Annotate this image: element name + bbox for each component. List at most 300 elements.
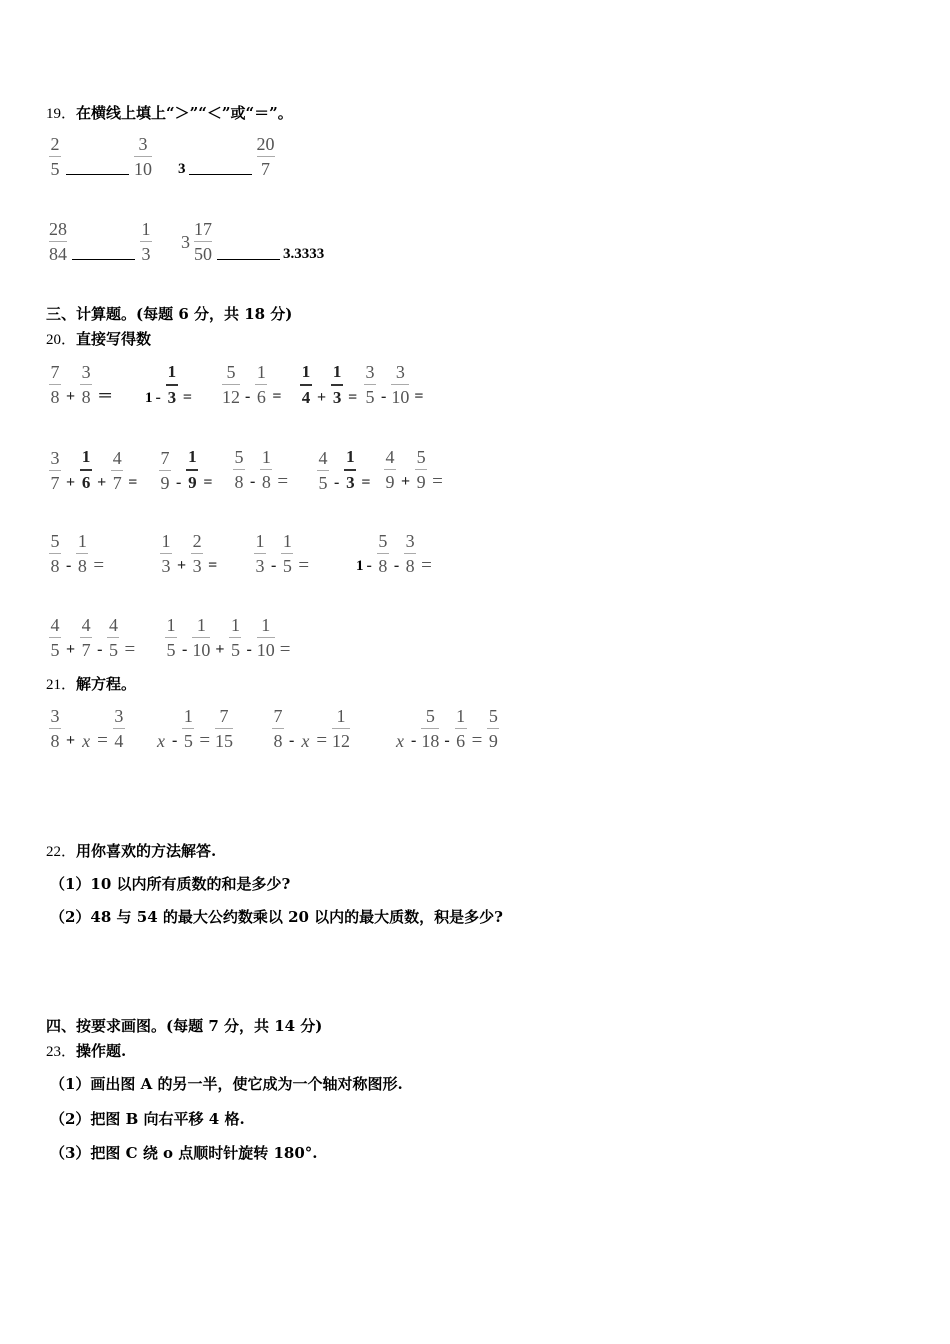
- equals-sign: =: [298, 555, 310, 576]
- equals-sign: =: [471, 730, 483, 751]
- numerator: 1: [336, 706, 346, 726]
- operator: -: [393, 557, 400, 574]
- operator: -: [182, 641, 188, 658]
- variable: x: [396, 731, 404, 751]
- denominator: 5: [282, 556, 292, 576]
- equation: [47, 706, 127, 751]
- number: 3.3333: [283, 246, 325, 262]
- comparison-expression: [47, 219, 154, 264]
- denominator: 3: [255, 556, 265, 576]
- numerator: 4: [108, 615, 118, 635]
- numerator: 1: [188, 447, 197, 466]
- fraction: [281, 531, 293, 576]
- numerator: 5: [226, 362, 236, 382]
- fraction: [76, 531, 88, 576]
- fraction: [415, 447, 427, 492]
- denominator: 3: [346, 473, 355, 492]
- denominator: 8: [50, 731, 60, 751]
- fraction: [49, 706, 61, 751]
- calc-expression: [382, 447, 446, 492]
- equals-sign: =: [279, 639, 291, 660]
- number: 1: [356, 558, 364, 574]
- fraction: [49, 531, 61, 576]
- operator: =: [208, 557, 218, 574]
- question-title: 操作题.: [76, 1042, 127, 1060]
- fraction-bar: [415, 469, 427, 470]
- calc-expression: [231, 447, 291, 492]
- answer-blank[interactable]: [189, 174, 252, 175]
- fraction-bar: [257, 637, 275, 638]
- fraction-bar: [76, 553, 88, 554]
- operator: -: [381, 388, 387, 405]
- fraction: [222, 362, 240, 407]
- calc-expression: [47, 531, 107, 576]
- operator: -: [334, 474, 340, 491]
- fraction-bar: [49, 637, 61, 638]
- fraction-bar: [272, 728, 284, 729]
- numerator: 3: [81, 362, 91, 382]
- numerator: 7: [219, 706, 229, 726]
- variable: x: [82, 731, 91, 751]
- fraction-bar: [364, 384, 376, 385]
- fraction-bar: [140, 241, 152, 242]
- operator: =: [272, 388, 282, 405]
- fraction-bar: [113, 728, 125, 729]
- operator: -: [411, 732, 417, 749]
- numerator: 3: [114, 706, 124, 726]
- numerator: 1: [301, 362, 311, 381]
- numerator: 3: [405, 531, 415, 551]
- equals-sign: =: [199, 730, 211, 751]
- calc-expression: [315, 447, 373, 493]
- question-number: 21．: [46, 677, 77, 693]
- numerator: 5: [416, 447, 426, 467]
- calc-expression: [252, 531, 312, 576]
- numerator: 4: [112, 448, 122, 468]
- number: 1: [145, 390, 153, 406]
- fraction: [421, 706, 439, 751]
- denominator: 5: [318, 473, 328, 493]
- numerator: 4: [385, 447, 395, 467]
- fraction: [165, 615, 177, 660]
- denominator: 7: [261, 159, 270, 179]
- denominator: 10: [134, 159, 152, 179]
- question-23-part-2: （2）把图 B 向右平移 4 格.: [50, 1110, 245, 1128]
- denominator: 8: [81, 387, 91, 407]
- denominator: 50: [194, 244, 212, 264]
- operator: +: [97, 474, 107, 491]
- question-22-part-2: （2）48 与 54 的最大公约数乘以 20 以内的最大质数，积是多少?: [50, 908, 503, 926]
- question-19-heading: [46, 102, 293, 123]
- fraction-bar: [160, 553, 172, 554]
- question-22-heading: [46, 840, 216, 861]
- fraction: [384, 447, 396, 492]
- fraction: [160, 531, 172, 576]
- numerator: 7: [273, 706, 283, 726]
- fraction: [272, 706, 284, 751]
- fraction: [49, 448, 61, 493]
- fraction: [254, 531, 266, 576]
- question-21-heading: [46, 673, 136, 694]
- fraction: [260, 447, 272, 492]
- question-number: 19．: [46, 106, 77, 122]
- fraction-bar: [404, 553, 416, 554]
- denominator: 6: [256, 387, 266, 407]
- comparison-expression: [47, 134, 154, 179]
- operator: +: [66, 388, 76, 405]
- fraction-bar: [317, 470, 329, 471]
- question-22-part-1: （1）10 以内所有质数的和是多少?: [50, 875, 291, 893]
- operator: +: [66, 641, 76, 658]
- fraction-bar: [186, 469, 198, 471]
- comparison-expression: [181, 219, 324, 264]
- denominator: 5: [50, 640, 60, 660]
- denominator: 5: [230, 640, 240, 660]
- fraction: [487, 706, 499, 751]
- numerator: 1: [332, 362, 342, 381]
- equals-sign: =: [432, 471, 443, 492]
- denominator: 6: [81, 473, 91, 492]
- numerator: 1: [141, 219, 151, 239]
- denominator: 8: [77, 556, 87, 576]
- fraction-bar: [191, 553, 203, 554]
- question-number: 23．: [46, 1044, 77, 1060]
- fraction-bar: [80, 384, 92, 385]
- fraction-bar: [377, 553, 389, 554]
- denominator: 9: [416, 472, 426, 492]
- numerator: 1: [81, 447, 91, 466]
- operator: -: [250, 473, 256, 490]
- denominator: 4: [301, 388, 311, 407]
- fraction-bar: [257, 156, 275, 157]
- fraction: [317, 448, 329, 493]
- section-3-heading: 三、计算题。(每题 6 分，共 18 分): [46, 305, 293, 323]
- fraction-bar: [255, 384, 267, 385]
- fraction-bar: [49, 553, 61, 554]
- operator: =: [128, 474, 138, 491]
- denominator: 6: [456, 731, 466, 751]
- fraction-bar: [384, 469, 396, 470]
- answer-blank[interactable]: [217, 259, 280, 260]
- denominator: 10: [391, 387, 410, 407]
- operator: -: [97, 641, 103, 658]
- denominator: 7: [81, 640, 91, 660]
- fraction-bar: [260, 469, 272, 470]
- numerator: 5: [50, 531, 60, 551]
- denominator: 15: [215, 731, 234, 751]
- numerator: 5: [488, 706, 498, 726]
- question-20-heading: [46, 328, 151, 349]
- equals-sign: =: [316, 730, 328, 751]
- denominator: 10: [192, 640, 211, 660]
- fraction-bar: [391, 384, 409, 385]
- mixed-whole-part: 3: [181, 231, 190, 252]
- question-number: 20．: [46, 332, 77, 348]
- fraction: [391, 362, 409, 407]
- operator: =: [203, 474, 213, 491]
- denominator: 3: [141, 244, 151, 264]
- numerator: 2: [192, 531, 202, 551]
- fraction-bar: [49, 384, 61, 385]
- fraction: [80, 615, 92, 660]
- denominator: 3: [192, 556, 202, 576]
- operator: =: [361, 474, 371, 491]
- numerator: 1: [196, 615, 206, 635]
- fraction-bar: [166, 384, 178, 386]
- fraction: [331, 362, 343, 408]
- calc-expression: [47, 615, 138, 660]
- calc-expression: [298, 362, 360, 408]
- operator: -: [289, 732, 295, 749]
- fraction-bar: [455, 728, 467, 729]
- numerator: 4: [81, 615, 91, 635]
- operator: -: [66, 557, 72, 574]
- numerator: 7: [160, 448, 170, 468]
- fraction: [404, 531, 416, 576]
- denominator: 3: [167, 388, 177, 407]
- fraction: [49, 362, 61, 407]
- operator: +: [215, 641, 225, 658]
- fraction-bar: [49, 470, 61, 471]
- denominator: 9: [385, 472, 395, 492]
- question-23-part-3: （3）把图 C 绕 o 点顺时针旋转 180°.: [50, 1144, 318, 1162]
- denominator: 5: [50, 159, 60, 179]
- denominator: 8: [405, 556, 415, 576]
- calc-expression: [47, 362, 116, 407]
- fraction: [49, 615, 61, 660]
- numerator: 1: [255, 531, 265, 551]
- denominator: 84: [49, 244, 67, 264]
- denominator: 3: [332, 388, 342, 407]
- calc-expression: [158, 531, 220, 576]
- fraction: [49, 219, 67, 264]
- fraction-bar: [107, 637, 119, 638]
- answer-blank[interactable]: [72, 259, 135, 260]
- denominator: 9: [488, 731, 498, 751]
- numerator: 1: [167, 362, 177, 381]
- numerator: 17: [194, 219, 212, 239]
- fraction: [191, 531, 203, 576]
- fraction-bar: [80, 637, 92, 638]
- numerator: 3: [50, 706, 60, 726]
- numerator: 1: [261, 447, 271, 467]
- fraction-bar: [487, 728, 499, 729]
- numerator: 3: [50, 448, 60, 468]
- question-23-heading: [46, 1040, 126, 1061]
- operator: +: [177, 557, 187, 574]
- operator: -: [366, 557, 372, 574]
- numerator: 2: [50, 134, 60, 154]
- denominator: 8: [50, 556, 60, 576]
- operator: -: [246, 641, 252, 658]
- question-title: 在横线上填上“＞”“＜”或“＝”。: [76, 104, 293, 122]
- number: 3: [178, 161, 186, 177]
- fraction: [159, 448, 171, 493]
- numerator: 5: [378, 531, 388, 551]
- fraction-bar: [233, 469, 245, 470]
- denominator: 5: [108, 640, 118, 660]
- numerator: 1: [166, 615, 176, 635]
- calc-expression: [47, 447, 140, 493]
- calc-expression: [356, 531, 435, 576]
- denominator: 9: [188, 473, 197, 492]
- fraction: [215, 706, 233, 751]
- operator: +: [401, 473, 411, 490]
- numerator: 3: [395, 362, 405, 382]
- variable: x: [301, 731, 310, 751]
- denominator: 4: [114, 731, 124, 751]
- fraction: [80, 447, 92, 493]
- question-title: 解方程。: [76, 675, 137, 693]
- numerator: 5: [234, 447, 244, 467]
- denominator: 8: [378, 556, 388, 576]
- denominator: 12: [332, 731, 351, 751]
- question-23-part-1: （1）画出图 A 的另一半，使它成为一个轴对称图形.: [50, 1075, 403, 1093]
- numerator: 1: [346, 447, 355, 466]
- denominator: 7: [112, 473, 122, 493]
- numerator: 1: [282, 531, 292, 551]
- equals-sign: =: [93, 555, 105, 576]
- numerator: 1: [256, 362, 266, 382]
- equals-sign: =: [124, 639, 136, 660]
- denominator: 3: [161, 556, 171, 576]
- calc-expression: [145, 362, 195, 408]
- fraction: [344, 447, 356, 493]
- numerator: 5: [425, 706, 435, 726]
- fraction-bar: [281, 553, 293, 554]
- fraction: [300, 362, 312, 408]
- operator: =: [348, 389, 358, 406]
- fraction: [111, 448, 123, 493]
- denominator: 5: [166, 640, 176, 660]
- operator: +: [66, 732, 76, 749]
- denominator: 5: [365, 387, 375, 407]
- calc-expression: [362, 362, 426, 407]
- fraction: [186, 447, 198, 493]
- variable: x: [157, 731, 165, 751]
- answer-blank[interactable]: [66, 174, 129, 175]
- fraction: [134, 134, 152, 179]
- fraction: [49, 134, 61, 179]
- equals-sign: =: [277, 471, 289, 492]
- fraction-bar: [49, 156, 61, 157]
- fraction-bar: [80, 469, 92, 471]
- numerator: 20: [256, 134, 275, 154]
- numerator: 1: [77, 531, 87, 551]
- fraction-bar: [332, 728, 350, 729]
- fraction: [332, 706, 350, 751]
- fraction: [182, 706, 194, 751]
- operator: -: [176, 474, 182, 491]
- denominator: 8: [273, 731, 283, 751]
- fraction: [113, 706, 125, 751]
- denominator: 8: [234, 472, 244, 492]
- fraction-bar: [134, 156, 152, 157]
- fraction-bar: [215, 728, 233, 729]
- operator: =: [182, 389, 192, 406]
- calc-expression: [163, 615, 294, 660]
- fraction-bar: [421, 728, 439, 729]
- denominator: 7: [50, 473, 60, 493]
- fraction: [80, 362, 92, 407]
- fraction: [107, 615, 119, 660]
- numerator: 28: [49, 219, 67, 239]
- numerator: 3: [138, 134, 148, 154]
- fraction-bar: [49, 241, 67, 242]
- operator: -: [155, 389, 161, 406]
- fraction: [194, 219, 212, 264]
- comparison-expression: [178, 134, 277, 179]
- fraction-bar: [331, 384, 343, 386]
- fraction: [257, 134, 275, 179]
- numerator: 3: [365, 362, 375, 382]
- equals-sign: =: [97, 730, 108, 751]
- fraction-bar: [49, 728, 61, 729]
- denominator: 18: [421, 731, 440, 751]
- fraction: [377, 531, 389, 576]
- fraction: [364, 362, 376, 407]
- fraction: [255, 362, 267, 407]
- fraction-bar: [165, 637, 177, 638]
- equation: [153, 706, 235, 751]
- equation: [270, 706, 352, 751]
- operator: -: [172, 732, 178, 749]
- denominator: 8: [261, 472, 271, 492]
- question-title: 直接写得数: [76, 330, 152, 348]
- fraction: [192, 615, 210, 660]
- calc-expression: [220, 362, 284, 407]
- fraction: [455, 706, 467, 751]
- calc-expression: [157, 447, 215, 493]
- denominator: 8: [50, 387, 60, 407]
- operator: +: [317, 389, 327, 406]
- operator: -: [245, 388, 251, 405]
- question-number: 22．: [46, 844, 77, 860]
- fraction: [229, 615, 241, 660]
- fraction-bar: [111, 470, 123, 471]
- numerator: 1: [261, 615, 271, 635]
- numerator: 1: [456, 706, 466, 726]
- numerator: 1: [183, 706, 193, 726]
- numerator: 7: [50, 362, 60, 382]
- operator: -: [271, 557, 277, 574]
- equation: [392, 706, 501, 751]
- fraction-bar: [222, 384, 240, 385]
- fraction: [140, 219, 152, 264]
- question-title: 用你喜欢的方法解答.: [76, 842, 217, 860]
- fraction-bar: [300, 384, 312, 386]
- fraction-bar: [194, 241, 212, 242]
- denominator: 12: [222, 387, 240, 407]
- denominator: 9: [160, 473, 170, 493]
- fraction-bar: [182, 728, 194, 729]
- numerator: 4: [318, 448, 328, 468]
- operator: +: [66, 474, 76, 491]
- operator: ＝: [97, 388, 114, 405]
- fraction-bar: [254, 553, 266, 554]
- denominator: 10: [256, 640, 275, 660]
- numerator: 4: [50, 615, 60, 635]
- section-4-heading: 四、按要求画图。(每题 7 分，共 14 分): [46, 1017, 323, 1035]
- denominator: 5: [183, 731, 193, 751]
- numerator: 1: [230, 615, 240, 635]
- equals-sign: =: [421, 555, 432, 576]
- fraction: [233, 447, 245, 492]
- fraction-bar: [159, 470, 171, 471]
- fraction: [166, 362, 178, 408]
- operator: -: [444, 732, 450, 749]
- fraction-bar: [344, 469, 356, 471]
